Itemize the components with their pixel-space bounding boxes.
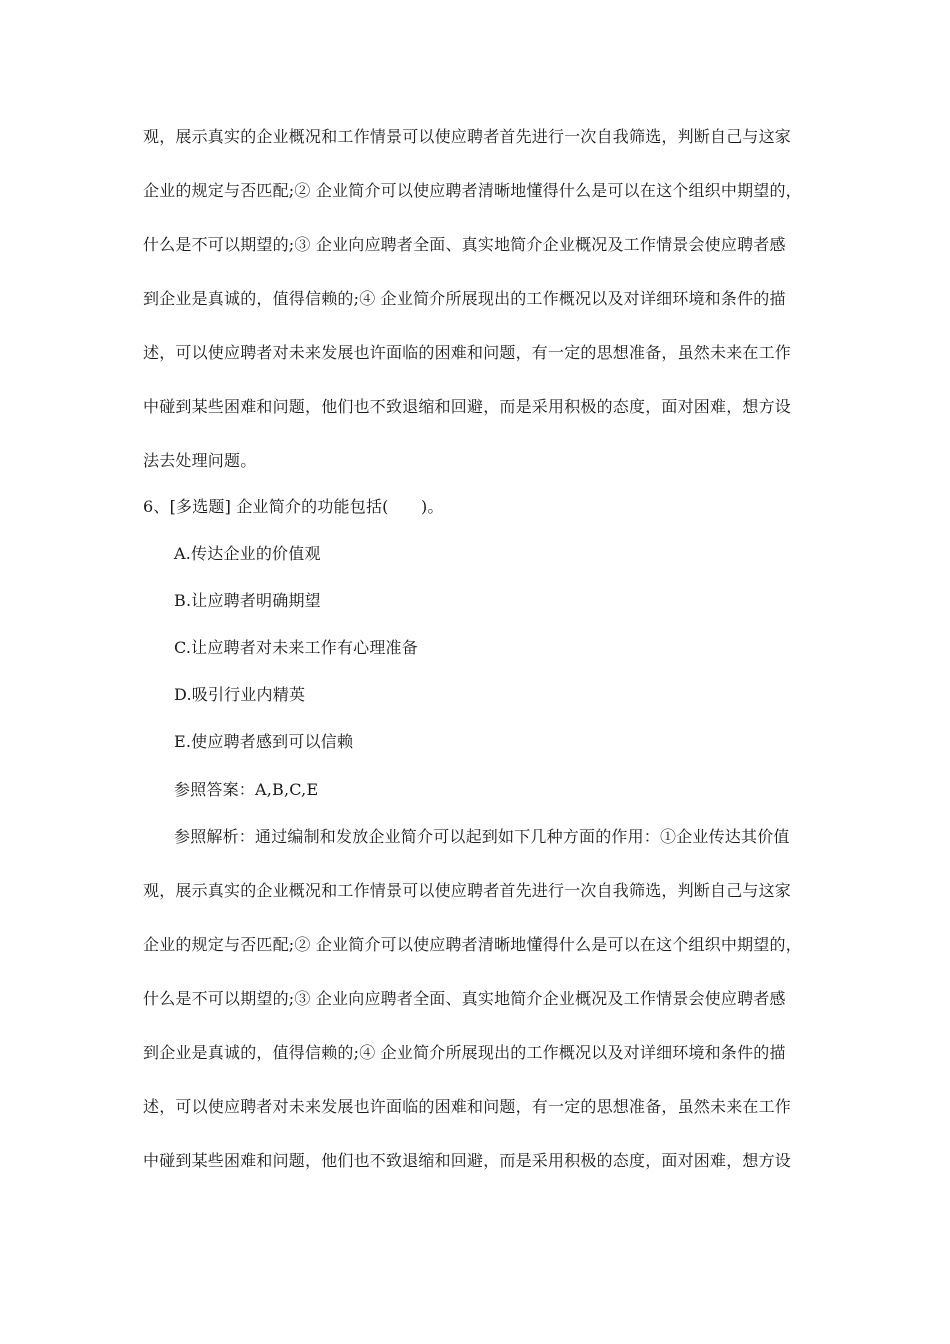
analysis-line: 观，展示真实的企业概况和工作情景可以使应聘者首先进行一次自我筛选，判断自己与这家 [143, 881, 792, 900]
paragraph-line: 法去处理问题。 [143, 451, 257, 470]
option-c: C.让应聘者对未来工作有心理准备 [174, 638, 418, 657]
paragraph-line: 到企业是真诚的，值得信赖的;④ 企业简介所展现出的工作概况以及对详细环境和条件的描 [143, 289, 786, 308]
analysis-line: 述，可以使应聘者对未来发展也许面临的困难和问题，有一定的思想准备，虽然未来在工作 [143, 1097, 792, 1116]
analysis-line: 企业的规定与否匹配;② 企业简介可以使应聘者清晰地懂得什么是可以在这个组织中期望的， [143, 935, 802, 954]
paragraph-line: 观，展示真实的企业概况和工作情景可以使应聘者首先进行一次自我筛选，判断自己与这家 [143, 127, 792, 146]
analysis-first-line: 参照解析：通过编制和发放企业简介可以起到如下几种方面的作用：①企业传达其价值 [174, 827, 790, 846]
question-stem: 6、[多选题] 企业简介的功能包括( )。 [143, 497, 444, 516]
analysis-line: 到企业是真诚的，值得信赖的;④ 企业简介所展现出的工作概况以及对详细环境和条件的描 [143, 1043, 786, 1062]
reference-answer: 参照答案：A,B,C,E [174, 780, 319, 799]
option-a: A.传达企业的价值观 [174, 544, 321, 563]
paragraph-line: 企业的规定与否匹配;② 企业简介可以使应聘者清晰地懂得什么是可以在这个组织中期望的， [143, 181, 802, 200]
option-b: B.让应聘者明确期望 [174, 591, 321, 610]
paragraph-line: 中碰到某些困难和问题，他们也不致退缩和回避，而是采用积极的态度，面对困难，想方设 [143, 397, 792, 416]
paragraph-line: 述，可以使应聘者对未来发展也许面临的困难和问题，有一定的思想准备，虽然未来在工作 [143, 343, 792, 362]
analysis-line: 什么是不可以期望的;③ 企业向应聘者全面、真实地简介企业概况及工作情景会使应聘者感 [143, 989, 786, 1008]
option-d: D.吸引行业内精英 [174, 685, 306, 704]
paragraph-line: 什么是不可以期望的;③ 企业向应聘者全面、真实地简介企业概况及工作情景会使应聘者感 [143, 235, 786, 254]
option-e: E.使应聘者感到可以信赖 [174, 732, 354, 751]
analysis-line: 中碰到某些困难和问题，他们也不致退缩和回避，而是采用积极的态度，面对困难，想方设 [143, 1151, 792, 1170]
